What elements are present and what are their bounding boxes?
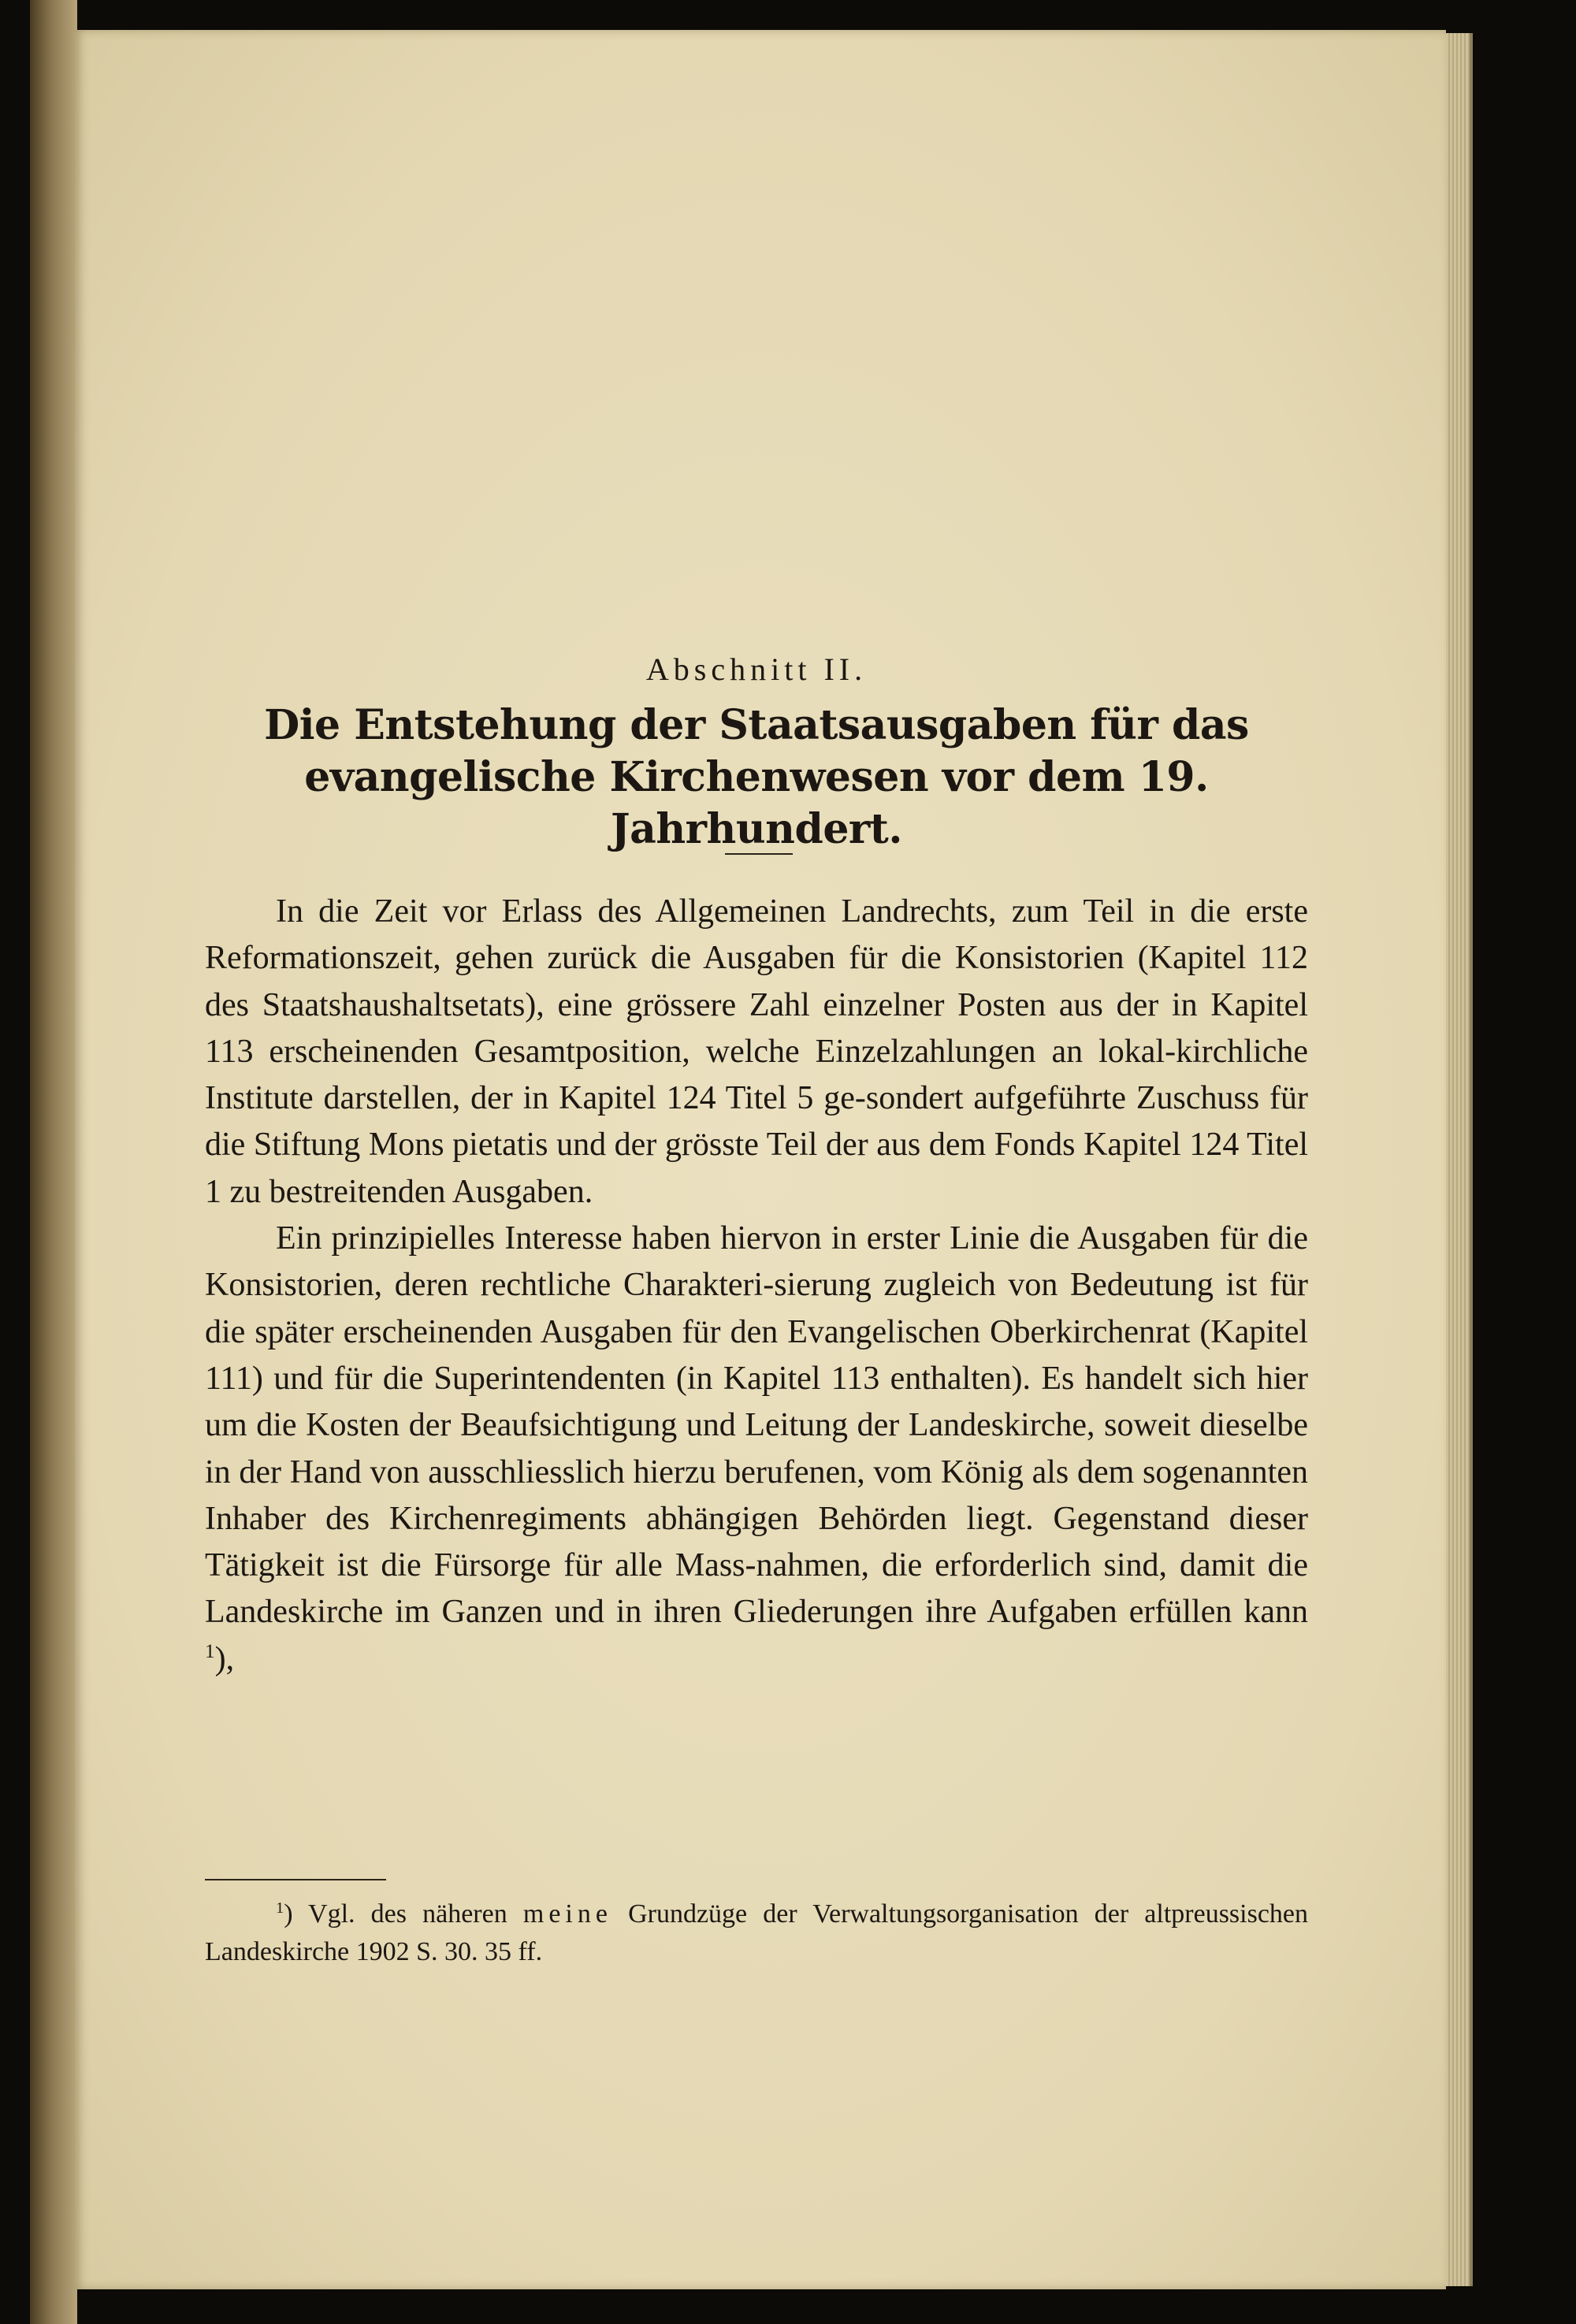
footnote-emphasis: meine (522, 1899, 612, 1929)
page-edges (1446, 33, 1473, 2286)
paragraph-2 (205, 1216, 1308, 1683)
footnote (205, 1895, 1308, 1971)
body-text (205, 889, 1308, 1683)
paragraph-2-end: ), (214, 1640, 235, 1677)
chapter-title (205, 700, 1308, 856)
footnote-text-after: Grundzüge der Verwaltungsorganisation der altpreussischen Landeskirche 1902 S. 30. 35 ff. (205, 1899, 1309, 1966)
paragraph-1: In die Zeit vor Erlass des Allgemeinen Landrechts, zum Teil in die erste Reformationszeit, gehen zurück die Ausgaben für die Konsistorien (Kapitel 112 des Staatshaushaltsetats), eine grössere Zahl einzelner Posten aus der in Kapitel 113 erscheinenden Gesamtposition, welche Einzelzahlungen an lokal-kirchliche Institute darstellen, der in Kapitel 124 Titel 5 ge-sondert aufgeführte Zuschuss für die Stiftung Mons pietatis und der grösste Teil der aus dem Fonds Kapitel 124 Titel 1 zu bestreitenden Ausgaben. (205, 893, 1308, 1210)
footnote-divider (205, 1879, 386, 1880)
paragraph-2-text: Ein prinzipielles Interesse haben hiervon in erster Linie die Ausgaben für die Konsistorien, deren rechtliche Charakteri-sierung zugleich von Bedeutung ist für die später erscheinenden Ausgaben für den Evangelischen Oberkirchenrat (Kapitel 111) und für die Superintendenten (in Kapitel 113 enthalten). Es handelt sich hier um die Kosten der Beaufsichtigung und Leitung der Landeskirche, soweit dieselbe in der Hand von ausschliesslich hierzu berufenen, vom König als dem sogenannten Inhaber des Kirchenregiments abhängigen Behörden liegt. Gegenstand dieser Tätigkeit ist die Fürsorge für alle Mass-nahmen, die erforderlich sind, damit die Landeskirche im Ganzen und in ihren Gliederungen ihre Aufgaben erfüllen kann (205, 1220, 1308, 1631)
title-divider (725, 853, 793, 855)
footnote-text-before: Vgl. des näheren (308, 1899, 507, 1929)
footnote-reference: 1 (205, 1640, 215, 1662)
footnote-marker: 1 (276, 1899, 284, 1917)
section-label: Abschnitt II. (645, 652, 868, 687)
book-binding (30, 0, 77, 2324)
footnote-marker-suffix: ) (284, 1899, 293, 1929)
book-page (75, 30, 1446, 2289)
chapter-title-line-2: evangelische Kirchenwesen vor dem 19. Jahrhundert. (304, 753, 1209, 853)
chapter-title-line-1: Die Entstehung der Staatsausgaben für das (264, 701, 1249, 749)
